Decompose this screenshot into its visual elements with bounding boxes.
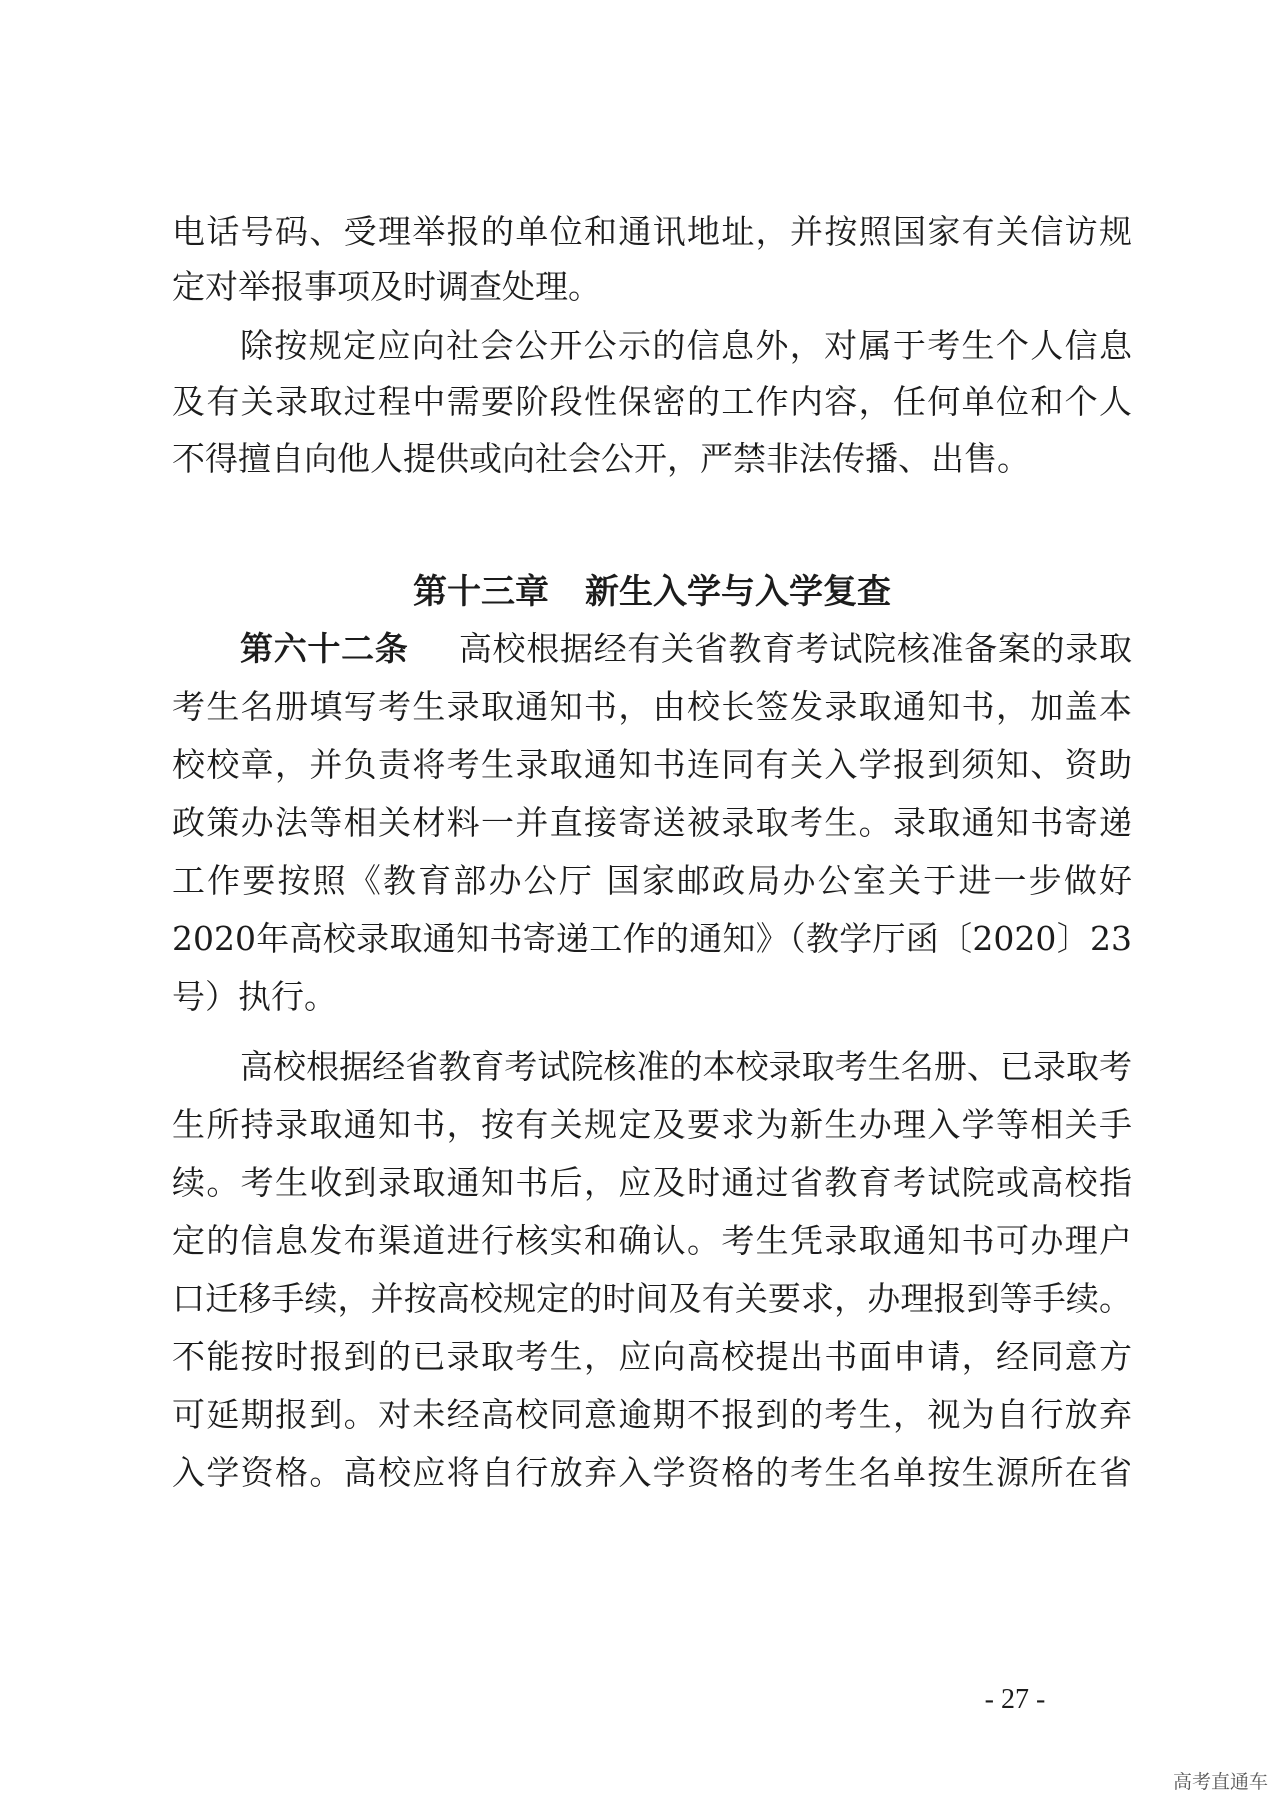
paragraph-line: 口迁移手续，并按高校规定的时间及有关要求，办理报到等手续。 — [172, 1279, 1132, 1318]
paragraph-line: 2020年高校录取通知书寄递工作的通知》（教学厅函〔2020〕23 — [172, 919, 1132, 958]
paragraph-line: 高校根据经省教育考试院核准的本校录取考生名册、已录取考 — [240, 1047, 1132, 1086]
paragraph-line: 入学资格。高校应将自行放弃入学资格的考生名单按生源所在省 — [172, 1453, 1132, 1492]
paragraph-line: 除按规定应向社会公开公示的信息外，对属于考生个人信息 — [240, 326, 1132, 365]
article-first-line-text: 高校根据经有关省教育考试院核准备案的录取 — [458, 629, 1132, 668]
paragraph-line: 续。考生收到录取通知书后，应及时通过省教育考试院或高校指 — [172, 1163, 1132, 1202]
paragraph-line: 不得擅自向他人提供或向社会公开，严禁非法传播、出售。 — [172, 439, 1030, 478]
chapter-heading — [172, 570, 1132, 614]
paragraph-line: 校校章，并负责将考生录取通知书连同有关入学报到须知、资助 — [172, 745, 1132, 784]
paragraph-line: 可延期报到。对未经高校同意逾期不报到的考生，视为自行放弃 — [172, 1395, 1132, 1434]
paragraph-line: 生所持录取通知书，按有关规定及要求为新生办理入学等相关手 — [172, 1105, 1132, 1144]
page-number: - 27 - — [984, 1684, 1046, 1715]
article-label: 第六十二条 — [240, 629, 409, 668]
article-first-line — [240, 629, 1132, 669]
paragraph-line: 政策办法等相关材料一并直接寄送被录取考生。录取通知书寄递 — [172, 803, 1132, 842]
chapter-title: 新生入学与入学复查 — [585, 572, 891, 612]
paragraph-line: 考生名册填写考生录取通知书，由校长签发录取通知书，加盖本 — [172, 687, 1132, 726]
paragraph-line: 不能按时报到的已录取考生，应向高校提出书面申请，经同意方 — [172, 1337, 1132, 1376]
paragraph-line: 定对举报事项及时调查处理。 — [172, 267, 601, 306]
watermark-text: 高考直通车 — [1172, 1771, 1268, 1793]
paragraph-line: 号）执行。 — [172, 977, 337, 1016]
paragraph-line: 及有关录取过程中需要阶段性保密的工作内容，任何单位和个人 — [172, 382, 1132, 421]
paragraph-line: 电话号码、受理举报的单位和通讯地址，并按照国家有关信访规 — [172, 212, 1132, 251]
paragraph-line: 工作要按照《教育部办公厅 国家邮政局办公室关于进一步做好 — [172, 861, 1132, 900]
chapter-number: 第十三章 — [413, 572, 549, 612]
paragraph-line: 定的信息发布渠道进行核实和确认。考生凭录取通知书可办理户 — [172, 1221, 1132, 1260]
